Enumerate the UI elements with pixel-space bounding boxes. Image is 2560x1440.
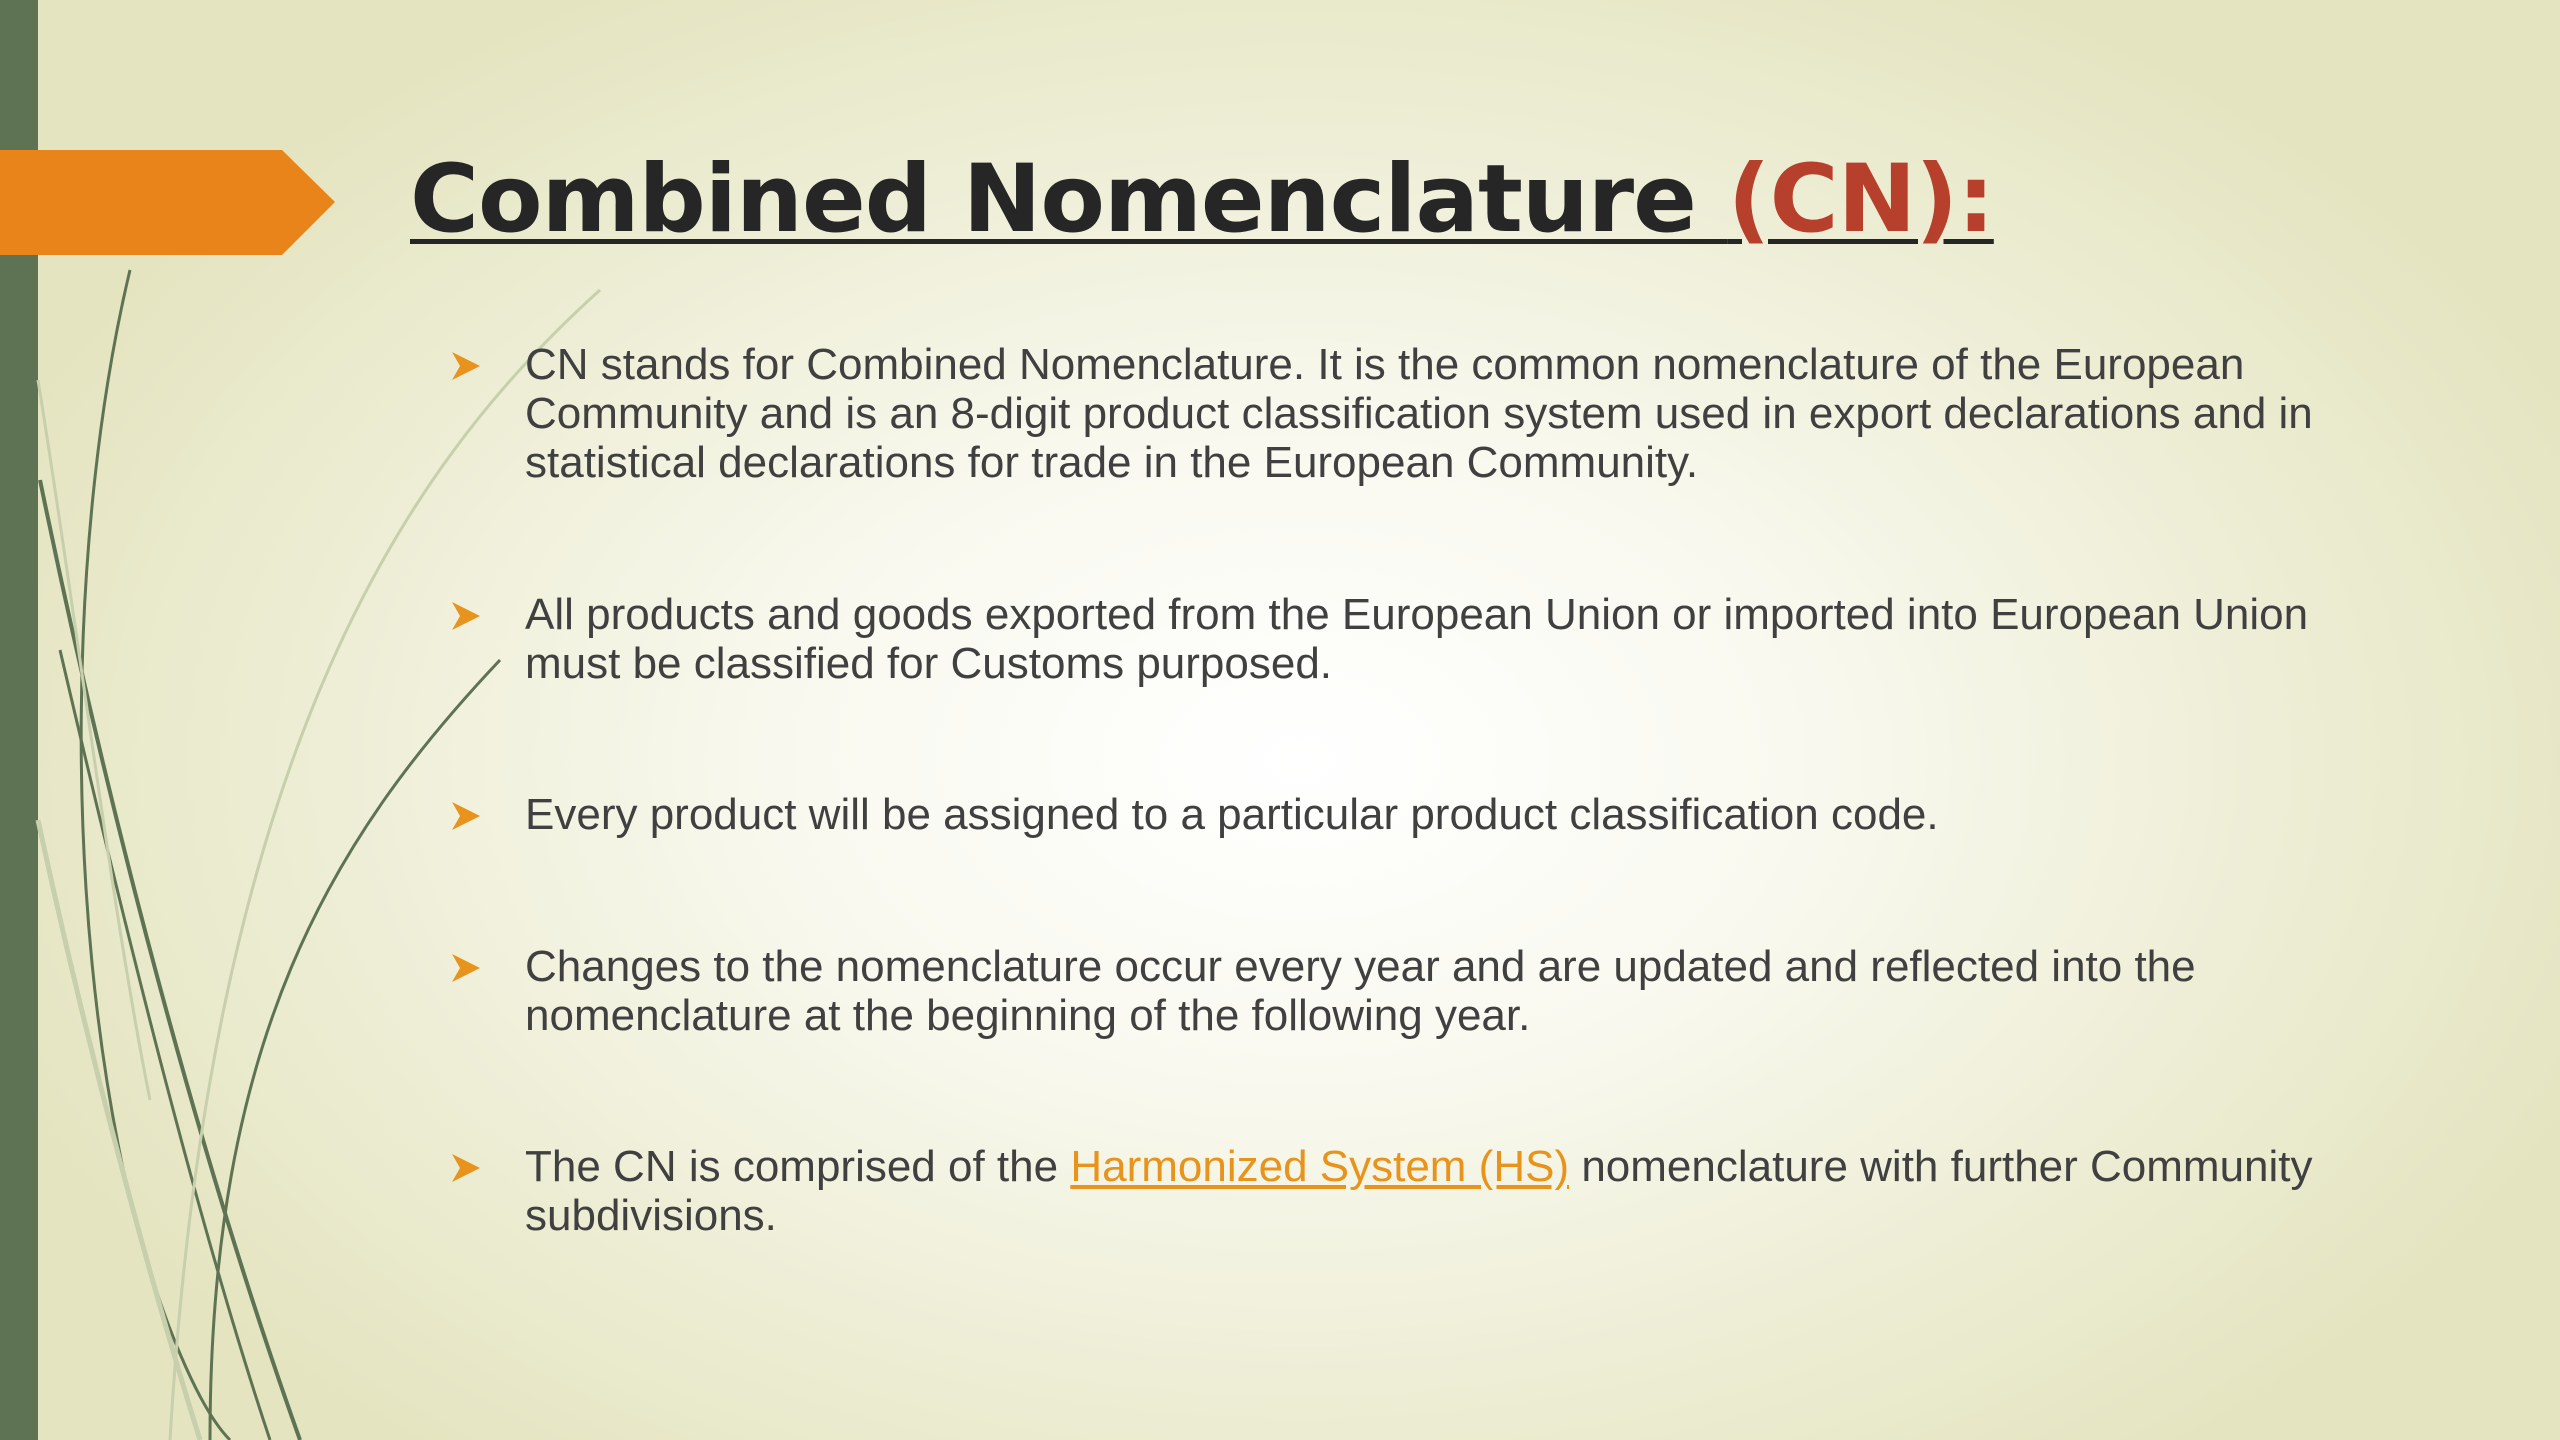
harmonized-system-link[interactable]: Harmonized System (HS) bbox=[1070, 1142, 1570, 1191]
arrowhead-bullet-icon bbox=[450, 350, 482, 382]
slide-title bbox=[410, 145, 1994, 254]
bullet-item bbox=[450, 942, 2330, 1040]
bullet-text-before-link: The CN is comprised of the bbox=[525, 1142, 1071, 1191]
bullet-item bbox=[450, 590, 2330, 688]
bullet-text bbox=[525, 1142, 2330, 1240]
arrowhead-bullet-icon bbox=[450, 952, 482, 984]
bullet-text-after-link: nomenclature with further Community subdivisions. bbox=[525, 1142, 2313, 1240]
arrowhead-bullet-icon bbox=[450, 1152, 482, 1184]
bullet-text: Every product will be assigned to a particular product classification code. bbox=[525, 790, 1939, 839]
title-tab-arrow bbox=[0, 150, 335, 255]
title-main: Combined Nomenclature bbox=[410, 145, 1728, 254]
bullet-item bbox=[450, 790, 2330, 839]
arrowhead-bullet-icon bbox=[450, 800, 482, 832]
bullet-text: CN stands for Combined Nomenclature. It is the common nomenclature of the European Community and is an 8-digit product classification system used in export declarations and in statistical declarations for trade in the European Community. bbox=[525, 340, 2313, 487]
bullet-item bbox=[450, 1142, 2330, 1240]
title-accent: (CN): bbox=[1727, 145, 1994, 254]
bullet-text: Changes to the nomenclature occur every year and are updated and reflected into the nomenclature at the beginning of the following year. bbox=[525, 942, 2196, 1040]
bullet-item bbox=[450, 340, 2330, 487]
arrowhead-bullet-icon bbox=[450, 600, 482, 632]
bullet-text: All products and goods exported from the European Union or imported into European Union must be classified for Customs purposed. bbox=[525, 590, 2309, 688]
